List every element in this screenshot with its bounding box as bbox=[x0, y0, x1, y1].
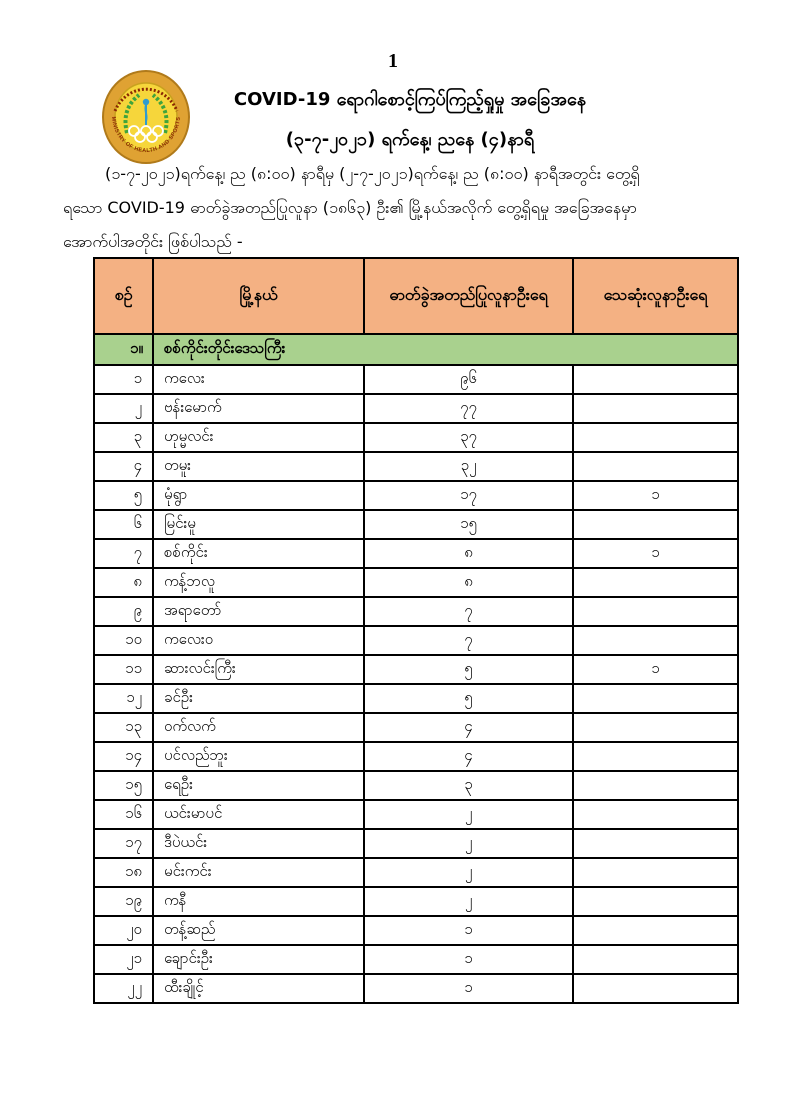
table-row bbox=[94, 858, 738, 887]
serial-cell: ၁၇ bbox=[94, 829, 153, 858]
serial-cell: ၁၈ bbox=[94, 858, 153, 887]
confirmed-cell: ၂ bbox=[364, 800, 573, 829]
serial-cell: ၃ bbox=[94, 423, 153, 452]
confirmed-cell: ၁ bbox=[364, 916, 573, 945]
confirmed-cell: ၂ bbox=[364, 829, 573, 858]
deaths-cell: ၁ bbox=[573, 539, 738, 568]
deaths-cell bbox=[573, 423, 738, 452]
page-number: 1 bbox=[388, 50, 398, 72]
serial-cell: ၁ bbox=[94, 365, 153, 394]
serial-cell: ၄ bbox=[94, 452, 153, 481]
table-row bbox=[94, 655, 738, 684]
confirmed-cell: ၁၅ bbox=[364, 510, 573, 539]
township-cell: ဗန်းမောက် bbox=[153, 394, 364, 423]
intro-line-2: ရသော COVID-19 ဓာတ်ခွဲအတည်ပြုလူနာ (၁၈၆၃) ဦး၏ မြို့နယ်အလိုက် တွေ့ရှိရမှု အခြေအနေမှာ bbox=[63, 198, 637, 217]
deaths-cell bbox=[573, 626, 738, 655]
township-cell: ချောင်းဦး bbox=[153, 945, 364, 974]
table-row bbox=[94, 365, 738, 394]
serial-cell: ၁၀ bbox=[94, 626, 153, 655]
intro-paragraph bbox=[63, 157, 725, 259]
deaths-cell bbox=[573, 713, 738, 742]
region-section-row bbox=[94, 334, 738, 365]
confirmed-cell: ၇၇ bbox=[364, 394, 573, 423]
table-row bbox=[94, 539, 738, 568]
serial-cell: ၁၂ bbox=[94, 684, 153, 713]
serial-cell: ၂၂ bbox=[94, 974, 153, 1003]
confirmed-cell: ၃ bbox=[364, 771, 573, 800]
deaths-cell bbox=[573, 887, 738, 916]
confirmed-cell: ၂ bbox=[364, 858, 573, 887]
deaths-cell bbox=[573, 829, 738, 858]
table-row bbox=[94, 568, 738, 597]
section-number: ၁။ bbox=[94, 334, 153, 365]
confirmed-cell: ၅ bbox=[364, 684, 573, 713]
table-row bbox=[94, 742, 738, 771]
township-cell: ယင်းမာပင် bbox=[153, 800, 364, 829]
confirmed-cell: ၄ bbox=[364, 713, 573, 742]
township-cell: အရာတော် bbox=[153, 597, 364, 626]
table-row bbox=[94, 800, 738, 829]
covid-table bbox=[93, 257, 739, 1004]
table-row bbox=[94, 626, 738, 655]
header-confirmed: ဓာတ်ခွဲအတည်ပြုလူနာဦးရေ bbox=[364, 258, 573, 334]
township-cell: ရေဦး bbox=[153, 771, 364, 800]
serial-cell: ၉ bbox=[94, 597, 153, 626]
deaths-cell bbox=[573, 510, 738, 539]
table-header-row bbox=[94, 258, 738, 334]
deaths-cell bbox=[573, 974, 738, 1003]
header-deaths: သေဆုံးလူနာဦးရေ bbox=[573, 258, 738, 334]
table-row bbox=[94, 771, 738, 800]
table-row bbox=[94, 945, 738, 974]
confirmed-cell: ၄ bbox=[364, 742, 573, 771]
serial-cell: ၁၉ bbox=[94, 887, 153, 916]
table-row bbox=[94, 423, 738, 452]
confirmed-cell: ၅ bbox=[364, 655, 573, 684]
deaths-cell bbox=[573, 945, 738, 974]
serial-cell: ၂၁ bbox=[94, 945, 153, 974]
report-title bbox=[170, 80, 650, 160]
serial-cell: ၁၆ bbox=[94, 800, 153, 829]
confirmed-cell: ၈ bbox=[364, 568, 573, 597]
serial-cell: ၅ bbox=[94, 481, 153, 510]
section-name: စစ်ကိုင်းတိုင်းဒေသကြီး bbox=[153, 334, 738, 365]
confirmed-cell: ၃၂ bbox=[364, 452, 573, 481]
intro-line-3: အောက်ပါအတိုင်း ဖြစ်ပါသည် - bbox=[63, 232, 243, 251]
township-cell: ထီးချိုင့် bbox=[153, 974, 364, 1003]
deaths-cell bbox=[573, 800, 738, 829]
covid-table-container bbox=[93, 257, 737, 1004]
township-cell: မြင်းမူ bbox=[153, 510, 364, 539]
township-cell: မင်းကင်း bbox=[153, 858, 364, 887]
confirmed-cell: ၉၆ bbox=[364, 365, 573, 394]
township-cell: ဆားလင်းကြီး bbox=[153, 655, 364, 684]
township-cell: ကန့်ဘလူ bbox=[153, 568, 364, 597]
runner-body-icon bbox=[145, 99, 146, 125]
serial-cell: ၁၁ bbox=[94, 655, 153, 684]
serial-cell: ၆ bbox=[94, 510, 153, 539]
township-cell: ဟုမ္မလင်း bbox=[153, 423, 364, 452]
township-cell: ပင်လည်ဘူး bbox=[153, 742, 364, 771]
deaths-cell bbox=[573, 452, 738, 481]
confirmed-cell: ၇ bbox=[364, 626, 573, 655]
deaths-cell bbox=[573, 394, 738, 423]
serial-cell: ၁၃ bbox=[94, 713, 153, 742]
township-cell: စစ်ကိုင်း bbox=[153, 539, 364, 568]
header-serial: စဉ် bbox=[94, 258, 153, 334]
deaths-cell bbox=[573, 742, 738, 771]
deaths-cell bbox=[573, 365, 738, 394]
table-row bbox=[94, 481, 738, 510]
township-cell: တန့်ဆည် bbox=[153, 916, 364, 945]
deaths-cell bbox=[573, 597, 738, 626]
confirmed-cell: ၃၇ bbox=[364, 423, 573, 452]
table-row bbox=[94, 829, 738, 858]
deaths-cell: ၁ bbox=[573, 655, 738, 684]
deaths-cell: ၁ bbox=[573, 481, 738, 510]
serial-cell: ၈ bbox=[94, 568, 153, 597]
confirmed-cell: ၁ bbox=[364, 974, 573, 1003]
logo-arc-text: MINISTRY OF HEALTH AND SPORTS bbox=[109, 116, 183, 155]
confirmed-cell: ၁၇ bbox=[364, 481, 573, 510]
deaths-cell bbox=[573, 916, 738, 945]
title-line-2: (၃-၇-၂၀၂၁) ရက်နေ့၊ ညနေ (၄)နာရီ bbox=[285, 129, 535, 150]
confirmed-cell: ၁ bbox=[364, 945, 573, 974]
table-row bbox=[94, 510, 738, 539]
table-row bbox=[94, 916, 738, 945]
header-township: မြို့နယ် bbox=[153, 258, 364, 334]
table-row bbox=[94, 713, 738, 742]
deaths-cell bbox=[573, 684, 738, 713]
serial-cell: ၁၄ bbox=[94, 742, 153, 771]
township-cell: ကနီ bbox=[153, 887, 364, 916]
serial-cell: ၇ bbox=[94, 539, 153, 568]
intro-line-1: (၁-၇-၂၀၂၁)ရက်နေ့၊ ည (၈:၀၀) နာရီမှ (၂-၇-၂၀၂၁)ရက်နေ့၊ ည (၈:၀၀) နာရီအတွင်း တွေ့ရှိ bbox=[105, 164, 640, 183]
deaths-cell bbox=[573, 568, 738, 597]
serial-cell: ၂၀ bbox=[94, 916, 153, 945]
township-cell: ခင်ဦး bbox=[153, 684, 364, 713]
table-row bbox=[94, 887, 738, 916]
township-cell: မုံရွာ bbox=[153, 481, 364, 510]
confirmed-cell: ၂ bbox=[364, 887, 573, 916]
table-row bbox=[94, 684, 738, 713]
confirmed-cell: ၈ bbox=[364, 539, 573, 568]
deaths-cell bbox=[573, 771, 738, 800]
township-cell: တမူး bbox=[153, 452, 364, 481]
table-row bbox=[94, 452, 738, 481]
serial-cell: ၁၅ bbox=[94, 771, 153, 800]
confirmed-cell: ၇ bbox=[364, 597, 573, 626]
township-cell: ကလေးဝ bbox=[153, 626, 364, 655]
township-cell: ဒီပဲယင်း bbox=[153, 829, 364, 858]
title-line-1: COVID-19 ရောဂါစောင့်ကြပ်ကြည့်ရှုမှု အခြေအနေ bbox=[233, 89, 587, 110]
township-cell: ကလေး bbox=[153, 365, 364, 394]
township-cell: ဝက်လက် bbox=[153, 713, 364, 742]
table-row bbox=[94, 597, 738, 626]
table-row bbox=[94, 974, 738, 1003]
table-row bbox=[94, 394, 738, 423]
serial-cell: ၂ bbox=[94, 394, 153, 423]
deaths-cell bbox=[573, 858, 738, 887]
